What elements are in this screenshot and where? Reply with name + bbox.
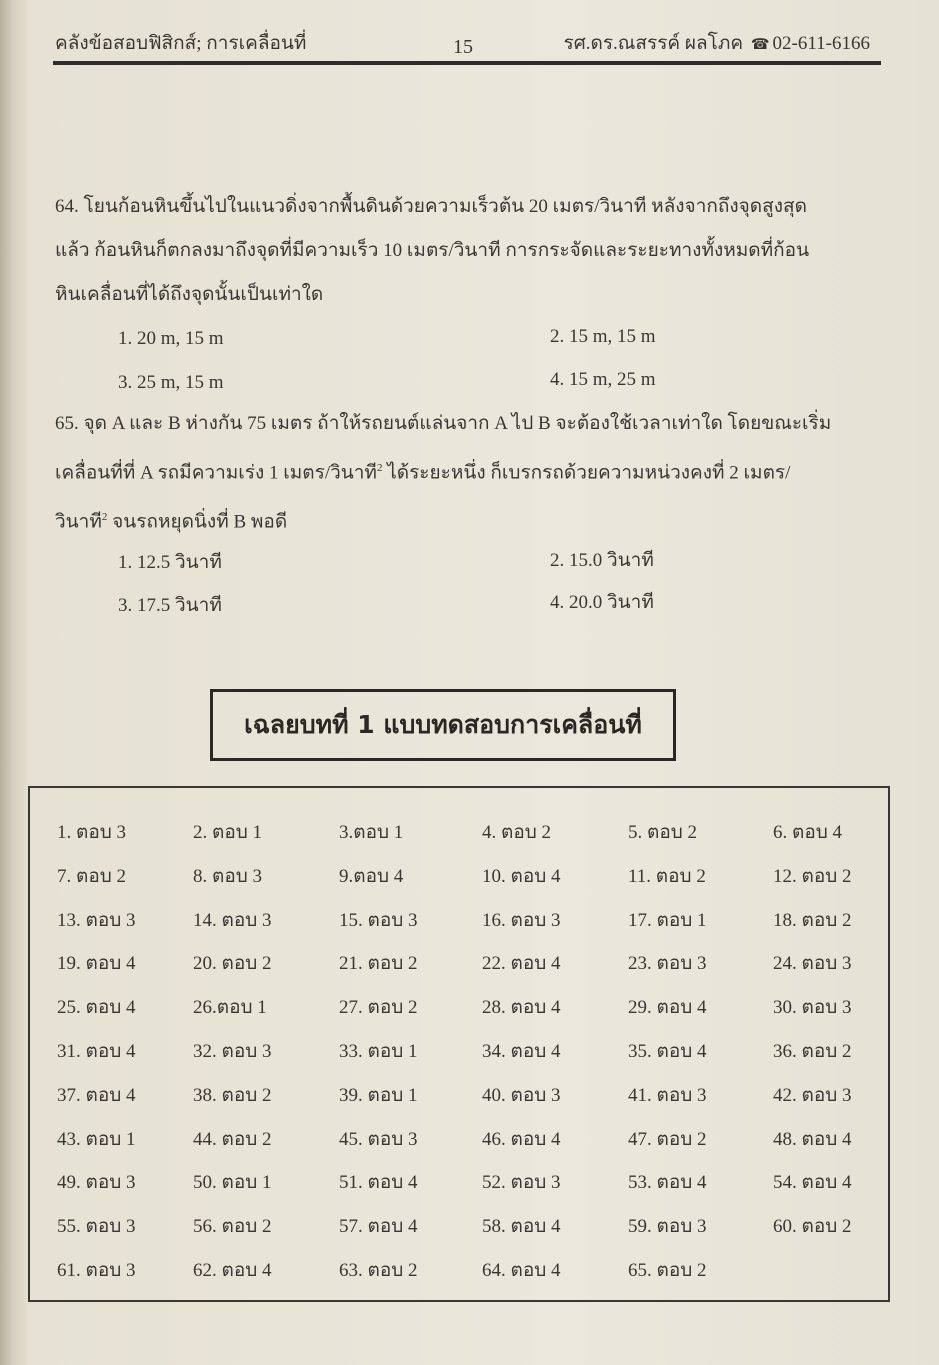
choice-64-2: 2. 15 m, 15 m: [550, 326, 656, 347]
answer-item: 19. ตอบ 4: [57, 953, 136, 975]
answer-item: 21. ตอบ 2: [339, 953, 418, 975]
answer-item: 15. ตอบ 3: [339, 909, 418, 931]
question-text-line: 64. โยนก้อนหินขึ้นไปในแนวดิ่งจากพื้นดินด้วยความเร็วต้น 20 เมตร/วินาที หลังจากถึงจุดสูงสุด: [55, 196, 807, 217]
answer-item: 53. ตอบ 4: [628, 1172, 707, 1194]
answer-item: 37. ตอบ 4: [57, 1084, 136, 1106]
answer-item: 11. ตอบ 2: [628, 865, 706, 887]
answer-item: 61. ตอบ 3: [57, 1260, 136, 1281]
choice-64-3: 3. 25 m, 15 m: [118, 372, 224, 393]
answer-item: 49. ตอบ 3: [57, 1172, 136, 1194]
choice-65-3: 3. 17.5 วินาที: [118, 595, 222, 616]
author-name: รศ.ดร.ณสรรค์ ผลโภค: [563, 33, 744, 54]
answer-item: 30. ตอบ 3: [773, 997, 852, 1019]
question-text-line: แล้ว ก้อนหินก็ตกลงมาถึงจุดที่มีความเร็ว 10 เมตร/วินาที การกระจัดและระยะทางทั้งหมดที่ก้อน: [55, 240, 810, 261]
answer-item: 36. ตอบ 2: [773, 1041, 852, 1062]
page-header: [55, 26, 870, 56]
choice-64-4: 4. 15 m, 25 m: [550, 369, 656, 390]
question-number: 64.: [55, 196, 79, 217]
answer-item: 50. ตอบ 1: [193, 1172, 272, 1194]
answer-item: 28. ตอบ 4: [482, 997, 561, 1019]
answer-item: 48. ตอบ 4: [773, 1128, 852, 1150]
answer-item: 26.ตอบ 1: [193, 997, 267, 1019]
answer-item: 39. ตอบ 1: [339, 1084, 418, 1106]
header-divider: [53, 61, 881, 65]
answer-item: 25. ตอบ 4: [57, 997, 136, 1019]
answer-item: 13. ตอบ 3: [57, 909, 136, 931]
question-text-line: เคลื่อนที่ที่ A รถมีความเร่ง 1 เมตร/วินาที$^2$ ได้ระยะหนึ่ง ก็เบรกรถด้วยความหน่วงคงที่ 2 เมตร/: [55, 462, 791, 484]
answer-item: 38. ตอบ 2: [193, 1084, 272, 1106]
phone-icon: ☎: [750, 37, 770, 53]
book-title: คลังข้อสอบฟิสิกส์; การเคลื่อนที่: [55, 33, 307, 54]
answer-item: 54. ตอบ 4: [773, 1172, 852, 1194]
answer-item: 41. ตอบ 3: [628, 1084, 707, 1106]
answer-item: 29. ตอบ 4: [628, 997, 707, 1019]
question-number: 65.: [55, 413, 79, 434]
answer-item: 34. ตอบ 4: [482, 1041, 561, 1062]
answer-item: 32. ตอบ 3: [193, 1041, 272, 1062]
answer-item: 42. ตอบ 3: [773, 1084, 852, 1106]
question-text-line: วินาที$^2$ จนรถหยุดนิ่งที่ B พอดี: [55, 511, 288, 533]
answer-item: 58. ตอบ 4: [482, 1216, 561, 1238]
answer-item: 65. ตอบ 2: [628, 1260, 707, 1281]
choice-65-1: 1. 12.5 วินาที: [118, 552, 222, 573]
answer-item: 55. ตอบ 3: [57, 1216, 136, 1238]
answer-item: 4. ตอบ 2: [482, 822, 552, 843]
answer-item: 16. ตอบ 3: [482, 909, 561, 931]
answer-item: 2. ตอบ 1: [193, 822, 263, 843]
answer-item: 63. ตอบ 2: [339, 1260, 418, 1281]
choice-65-4: 4. 20.0 วินาที: [550, 592, 654, 613]
answer-item: 10. ตอบ 4: [482, 865, 561, 887]
answer-item: 5. ตอบ 2: [628, 822, 698, 843]
answer-item: 44. ตอบ 2: [193, 1128, 272, 1150]
answer-item: 6. ตอบ 4: [773, 822, 843, 843]
answer-item: 18. ตอบ 2: [773, 909, 852, 931]
question-65: [55, 402, 885, 545]
answer-key-table: [28, 786, 890, 1302]
answer-item: 59. ตอบ 3: [628, 1216, 707, 1238]
answer-item: 31. ตอบ 4: [57, 1041, 136, 1062]
answer-item: 46. ตอบ 4: [482, 1128, 561, 1150]
choice-65-2: 2. 15.0 วินาที: [550, 550, 654, 571]
answer-item: 51. ตอบ 4: [339, 1172, 418, 1194]
choice-64-1: 1. 20 m, 15 m: [118, 328, 224, 349]
answer-item: 8. ตอบ 3: [193, 865, 263, 887]
question-64: [55, 185, 885, 317]
answer-item: 64. ตอบ 4: [482, 1260, 561, 1281]
answer-item: 27. ตอบ 2: [339, 997, 418, 1019]
answer-item: 45. ตอบ 3: [339, 1128, 418, 1150]
page-number: 15: [453, 36, 473, 58]
answer-item: 47. ตอบ 2: [628, 1128, 707, 1150]
answer-item: 7. ตอบ 2: [57, 865, 127, 887]
answer-item: 35. ตอบ 4: [628, 1041, 707, 1062]
answer-item: 1. ตอบ 3: [57, 822, 127, 843]
answer-item: 20. ตอบ 2: [193, 953, 272, 975]
answer-key-title: เฉลยบทที่ 1 แบบทดสอบการเคลื่อนที่: [210, 689, 676, 761]
question-text-line: หินเคลื่อนที่ได้ถึงจุดนั้นเป็นเท่าใด: [55, 284, 324, 305]
answer-item: 40. ตอบ 3: [482, 1084, 561, 1106]
answer-item: 22. ตอบ 4: [482, 953, 561, 975]
answer-item: 17. ตอบ 1: [628, 909, 707, 931]
answer-item: 43. ตอบ 1: [57, 1128, 136, 1150]
answer-item: 23. ตอบ 3: [628, 953, 707, 975]
author-contact: [563, 28, 870, 58]
answer-item: 3.ตอบ 1: [339, 822, 404, 843]
question-text-line: 65. จุด A และ B ห่างกัน 75 เมตร ถ้าให้รถยนต์แล่นจาก A ไป B จะต้องใช้เวลาเท่าใด โดยขณะเริ่ม: [55, 413, 832, 434]
answer-item: 33. ตอบ 1: [339, 1041, 418, 1062]
answer-item: 52. ตอบ 3: [482, 1172, 561, 1194]
answer-item: 62. ตอบ 4: [193, 1260, 272, 1281]
phone-number: 02-611-6166: [772, 33, 870, 54]
answer-item: 57. ตอบ 4: [339, 1216, 418, 1238]
answer-item: 12. ตอบ 2: [773, 865, 852, 887]
answer-item: 56. ตอบ 2: [193, 1216, 272, 1238]
answer-item: 24. ตอบ 3: [773, 953, 852, 975]
answer-item: 9.ตอบ 4: [339, 865, 404, 887]
answer-item: 14. ตอบ 3: [193, 909, 272, 931]
answer-item: 60. ตอบ 2: [773, 1216, 852, 1238]
